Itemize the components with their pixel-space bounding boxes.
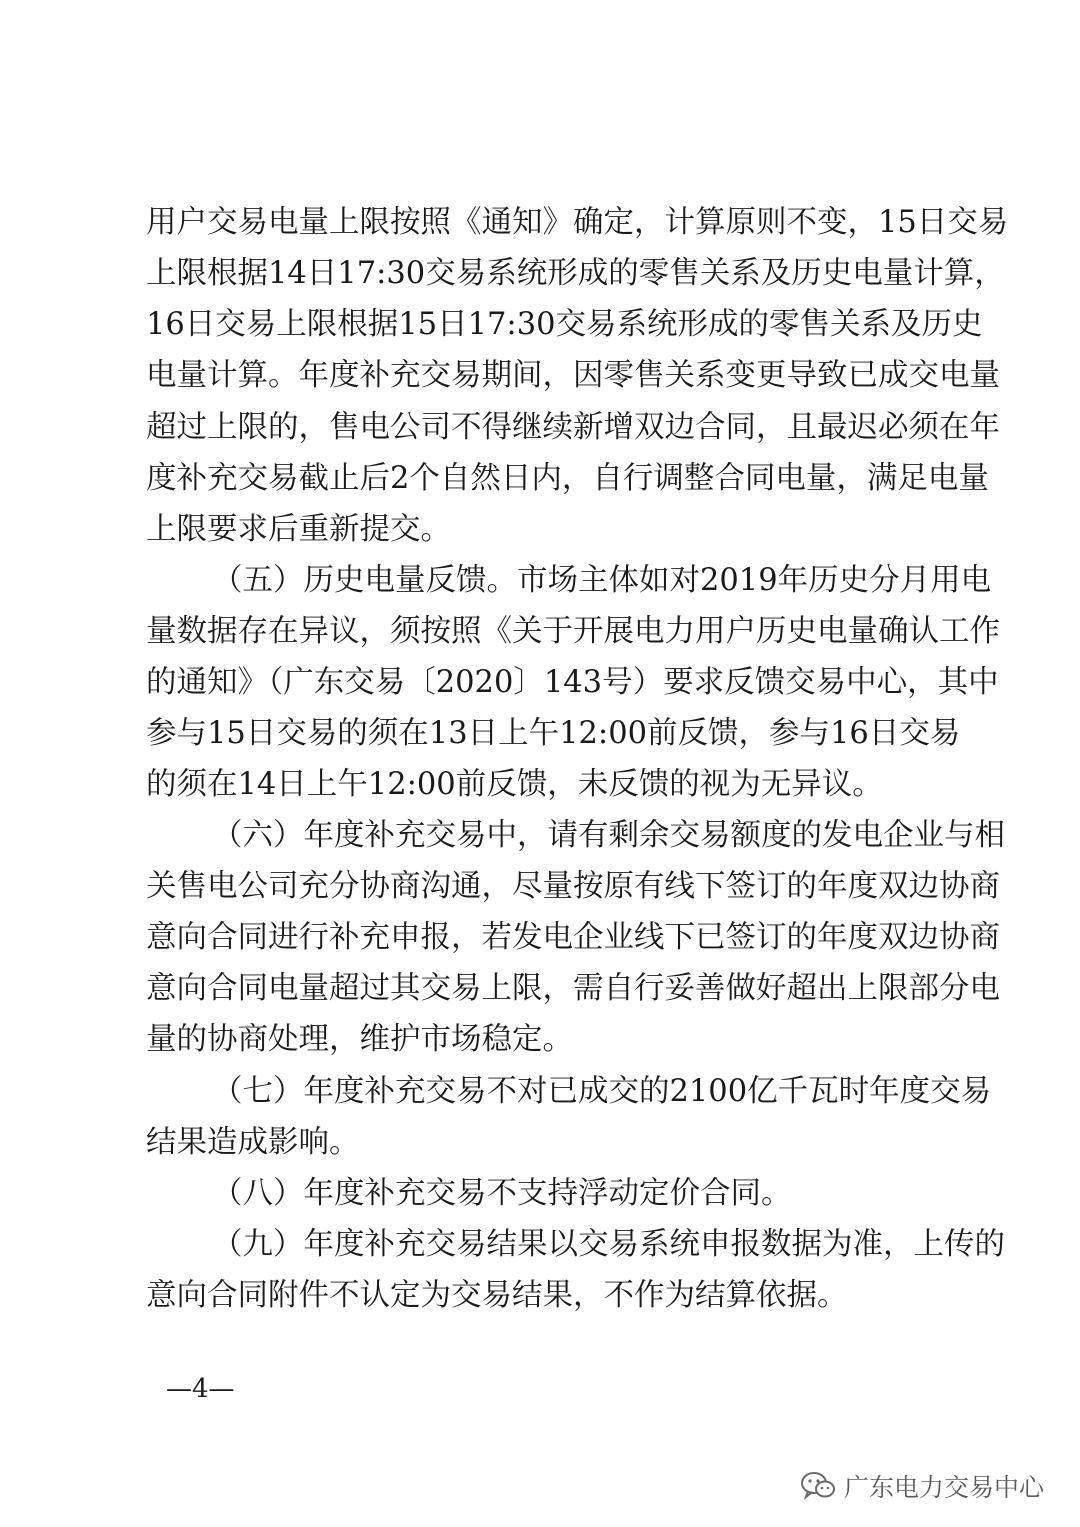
wechat-icon [800, 1471, 836, 1501]
text-line: 量的协商处理，维护市场稳定。 [146, 1022, 573, 1057]
paragraph-eight-line: （八）年度补充交易不支持浮动定价合同。 [212, 1176, 792, 1211]
text-line: 用户交易电量上限按照《通知》确定，计算原则不变，15日交易 [146, 205, 1009, 240]
paragraph-seven-heading-line: （七）年度补充交易不对已成交的2100亿千瓦时年度交易 [212, 1074, 992, 1109]
text-line: 上限要求后重新提交。 [146, 512, 451, 547]
text-line: 意向合同进行补充申报，若发电企业线下已签订的年度双边协商 [146, 920, 1000, 955]
text-line: 参与15日交易的须在13日上午12:00前反馈，参与16日交易 [146, 716, 961, 751]
text-line: 度补充交易截止后2个自然日内，自行调整合同电量，满足电量 [146, 461, 989, 496]
text-line: 意向合同电量超过其交易上限，需自行妥善做好超出上限部分电 [146, 971, 1000, 1006]
source-watermark [800, 1466, 1044, 1506]
text-line: 电量计算。年度补充交易期间，因零售关系变更导致已成交电量 [146, 358, 1000, 393]
text-line: 意向合同附件不认定为交易结果，不作为结算依据。 [146, 1278, 848, 1313]
paragraph-nine-heading-line: （九）年度补充交易结果以交易系统申报数据为准，上传的 [212, 1227, 1005, 1262]
paragraph-five-heading-line: （五）历史电量反馈。市场主体如对2019年历史分月用电 [212, 563, 992, 598]
text-line: 关售电公司充分协商沟通，尽量按原有线下签订的年度双边协商 [146, 869, 1000, 904]
watermark-text: 广东电力交易中心 [843, 1473, 1044, 1502]
text-line: 16日交易上限根据15日17:30交易系统形成的零售关系及历史 [146, 307, 983, 342]
text-line: 的通知》（广东交易〔2020〕143号）要求反馈交易中心，其中 [146, 665, 999, 700]
text-line: 超过上限的，售电公司不得继续新增双边合同，且最迟必须在年 [146, 410, 1000, 445]
page-number: —4— [166, 1374, 235, 1404]
text-line: 上限根据14日17:30交易系统形成的零售关系及历史电量计算， [146, 256, 1005, 291]
text-line: 的须在14日上午12:00前反馈，未反馈的视为无异议。 [146, 767, 883, 802]
text-line: 量数据存在异议，须按照《关于开展电力用户历史电量确认工作 [146, 614, 1000, 649]
text-line: 结果造成影响。 [146, 1125, 360, 1160]
paragraph-six-heading-line: （六）年度补充交易中，请有剩余交易额度的发电企业与相 [212, 818, 1005, 853]
